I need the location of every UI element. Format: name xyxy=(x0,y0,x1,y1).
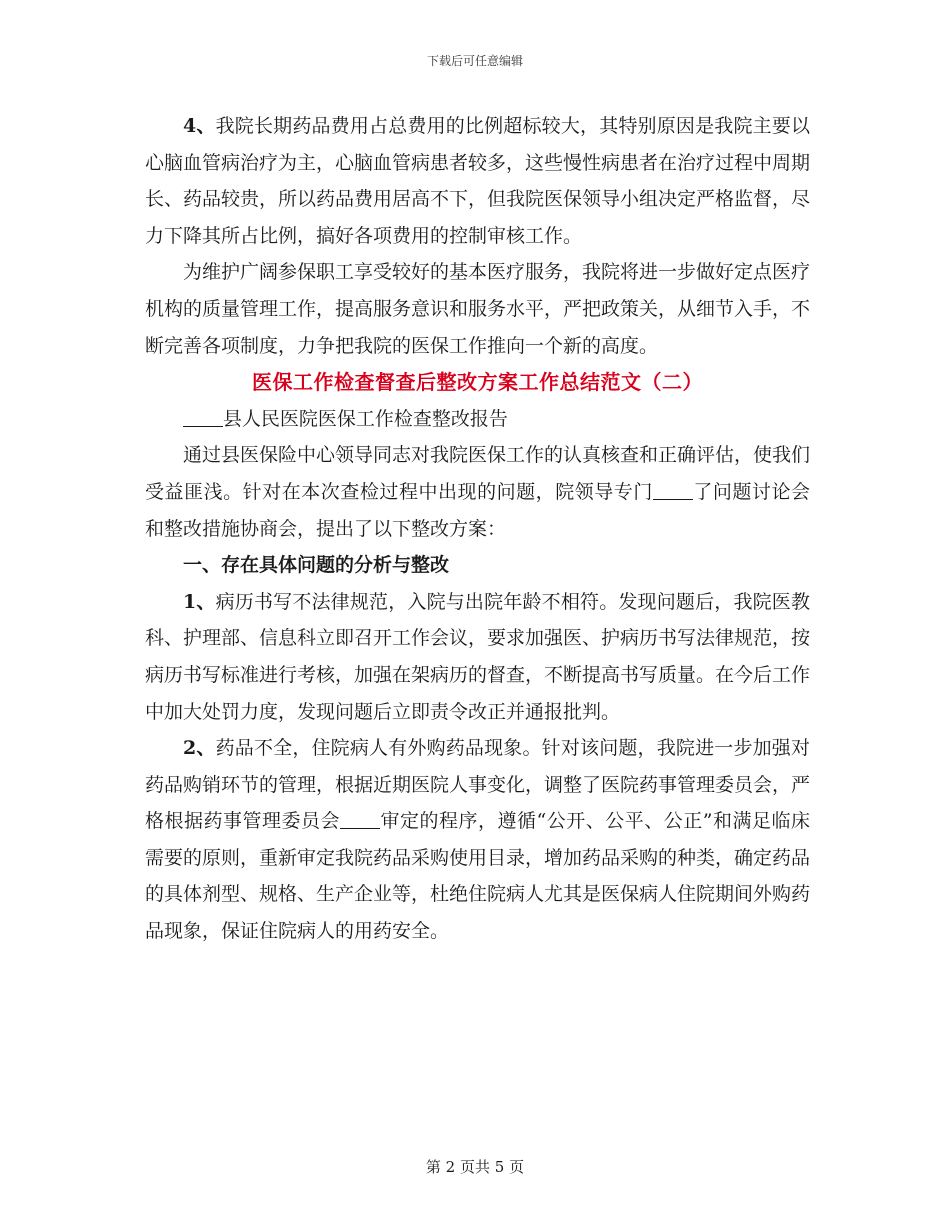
item-number: 1、 xyxy=(183,590,216,613)
fill-blank xyxy=(183,407,223,427)
paragraph-closing: 为维护广阔参保职工享受较好的基本医疗服务，我院将进一步做好定点医疗机构的质量管理工作，提高服务意识和服务水平，严把政策关，从细节入手，不断完善各项制度，力争把我院的医保工作推向一个新的高度。 xyxy=(145,261,811,357)
paragraph-text: 药品不全，住院病人有外购药品现象。针对该问题，我院进一步加强对药品购销环节的管理，根据近期医院人事变化，调整了医院药事管理委员会，严格根据药事管理委员会 xyxy=(145,737,811,833)
document-body xyxy=(145,108,810,950)
paragraph-4 xyxy=(145,108,810,254)
section-title: 医保工作检查督查后整改方案工作总结范文（二） xyxy=(252,370,703,395)
paragraph-text: 审定的程序，遵循“公开、公平、公正”和满足临床需要的原则，重新审定我院药品采购使用目录，增加药品采购的种类，确定药品的具体剂型、规格、生产企业等，杜绝住院病人尤其是医保病人住院期间外购药品现象，保证住院病人的用药安全。 xyxy=(145,810,811,943)
fill-blank xyxy=(340,809,380,829)
subheading-1: 一、存在具体问题的分析与整改 xyxy=(183,554,450,577)
paragraph-text: 了问题讨论会和整改措施协商会，提出了以下整改方案： xyxy=(145,480,810,540)
fill-blank xyxy=(653,480,693,500)
paragraph-item-1 xyxy=(145,584,810,730)
page-header-note: 下载后可任意编辑 xyxy=(426,54,523,68)
paragraph-text: 病历书写不法律规范，入院与出院年龄不相符。发现问题后，我院医教科、护理部、信息科立即召开工作会议，要求加强医、护病历书写法律规范，按病历书写标准进行考核，加强在架病历的督查，不断提高书写质量。在今后工作中加大处罚力度，发现问题后立即责令改正并通报批判。 xyxy=(145,590,811,723)
item-number: 2、 xyxy=(183,737,216,760)
paragraph-text: 我院长期药品费用占总费用的比例超标较大，其特别原因是我院主要以心脑血管病治疗为主，心脑血管病患者较多，这些慢性病患者在治疗过程中周期长、药品较贵，所以药品费用居高不下，但我院医保领导小组决定严格监督，尽力下降其所占比例，搞好各项费用的控制审核工作。 xyxy=(145,115,811,247)
report-title-line xyxy=(145,401,810,438)
paragraph-intro xyxy=(145,437,810,547)
report-title: 县人民医院医保工作检查整改报告 xyxy=(222,407,508,430)
paragraph-item-2 xyxy=(145,730,810,950)
page-number: 第 2 页共 5 页 xyxy=(425,1158,525,1176)
item-number: 4、 xyxy=(183,115,216,137)
paragraph-text: 通过县医保险中心领导同志对我院医保工作的认真核查和正确评估，使我们受益匪浅。针对在本次查检过程中出现的问题，院领导专门 xyxy=(145,444,811,503)
